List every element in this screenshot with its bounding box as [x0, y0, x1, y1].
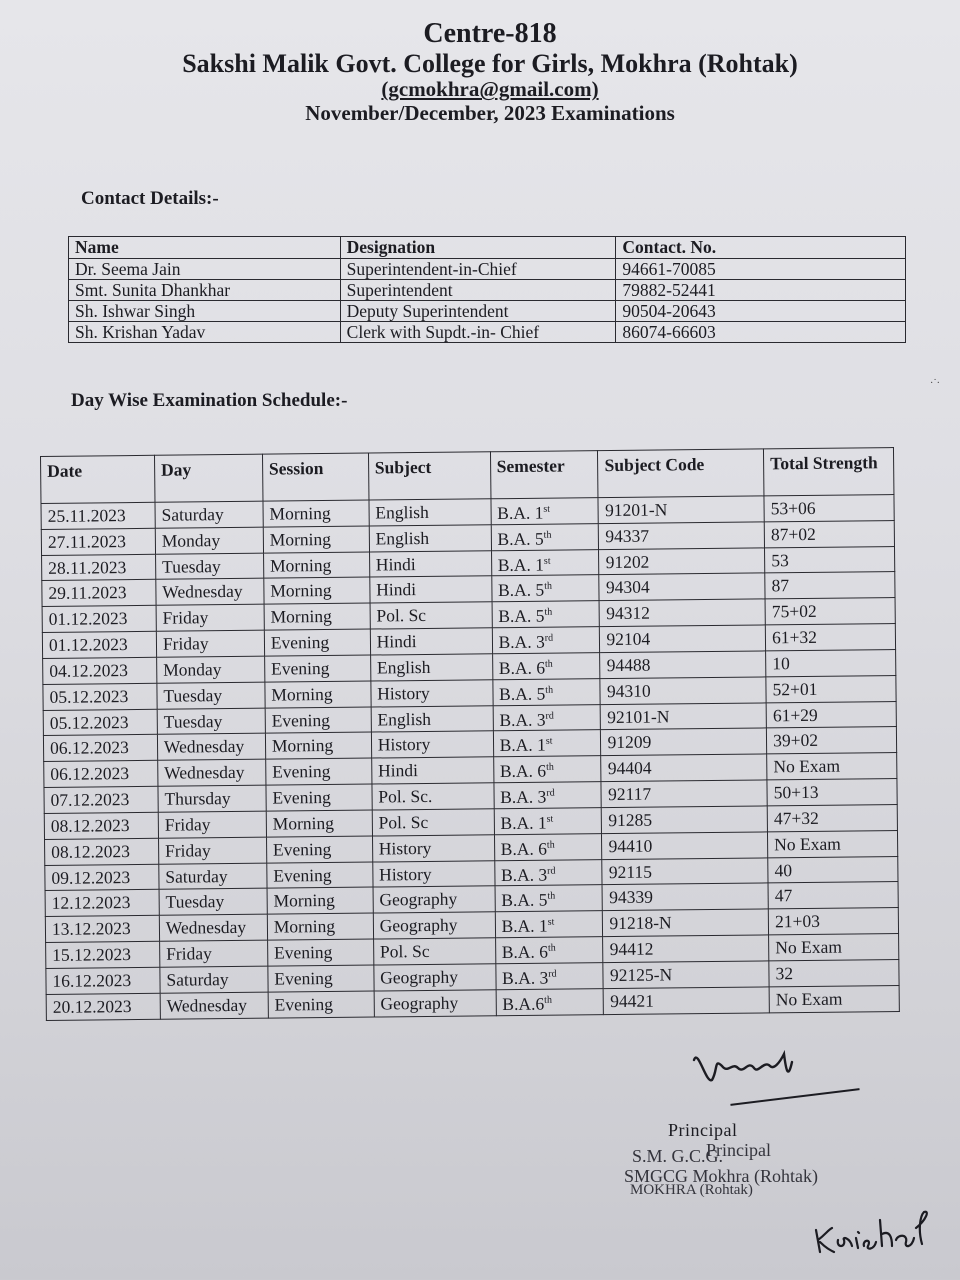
centre-title: Centre-818 — [423, 18, 557, 49]
exam-date: 06.12.2023 — [44, 761, 158, 788]
exam-total-strength: 52+01 — [766, 675, 896, 702]
exam-semester-number: B.A. 1 — [497, 502, 544, 524]
exam-subject: Hindi — [369, 550, 491, 577]
exam-date: 06.12.2023 — [43, 735, 157, 762]
exam-semester-number: B.A. 1 — [501, 915, 548, 937]
exam-semester-suffix: th — [544, 606, 553, 619]
exam-day: Friday — [158, 811, 266, 838]
contact-header-name: Name — [69, 237, 341, 259]
exam-date: 28.11.2023 — [42, 554, 156, 581]
contact-phone: 94661-70085 — [616, 259, 906, 280]
exam-semester-number: B.A.6 — [502, 993, 545, 1014]
contact-table — [68, 236, 906, 343]
exam-total-strength: 32 — [769, 959, 899, 986]
exam-session: Morning — [263, 526, 369, 553]
exam-total-strength: No Exam — [769, 934, 899, 961]
exam-session: Evening — [267, 939, 373, 966]
exam-semester — [494, 808, 602, 835]
exam-subject: Geography — [373, 886, 495, 913]
exam-date: 13.12.2023 — [45, 916, 159, 943]
exam-semester — [495, 963, 603, 990]
exam-session: Morning — [264, 578, 370, 605]
exam-subject: History — [372, 835, 494, 862]
exam-semester-suffix: st — [546, 813, 554, 825]
exam-total-strength: 10 — [766, 650, 896, 677]
contact-name: Sh. Ishwar Singh — [69, 301, 341, 322]
exam-total-strength: 53+06 — [764, 495, 894, 522]
exam-subject: Pol. Sc. — [372, 783, 494, 810]
exam-semester — [493, 756, 601, 783]
exam-semester-suffix: th — [547, 891, 556, 903]
document-header — [0, 18, 960, 126]
exam-day: Thursday — [158, 785, 266, 812]
exam-day: Monday — [155, 527, 263, 554]
contact-section-title: Contact Details:- — [81, 188, 219, 209]
exam-total-strength: 50+13 — [767, 779, 897, 806]
exam-subject-code: 94312 — [600, 599, 766, 627]
college-name: Sakshi Malik Govt. College for Girls, Mokhra (Rohtak) — [182, 49, 798, 79]
exam-total-strength: 47 — [768, 882, 898, 909]
exam-session: Evening — [268, 991, 374, 1018]
exam-semester-suffix: th — [544, 581, 553, 593]
exam-subject-code: 92101-N — [601, 703, 767, 731]
exam-total-strength: No Exam — [769, 985, 899, 1012]
exam-subject: English — [369, 499, 491, 526]
exam-subject-code: 91201-N — [598, 496, 764, 524]
exam-subject-code: 91218-N — [603, 909, 769, 937]
exam-total-strength: No Exam — [768, 830, 898, 857]
exam-subject-code: 94410 — [602, 832, 768, 860]
contact-name: Smt. Sunita Dhankhar — [69, 280, 341, 301]
exam-subject-code: 94339 — [603, 883, 769, 911]
exam-date: 09.12.2023 — [45, 864, 159, 891]
contact-row — [69, 280, 906, 301]
exam-day: Friday — [158, 837, 266, 864]
exam-semester-number: B.A. 5 — [498, 605, 545, 627]
exam-semester-number: B.A. 5 — [499, 683, 546, 704]
exam-semester-number: B.A. 6 — [499, 760, 547, 782]
exam-day: Wednesday — [159, 914, 267, 941]
schedule-header-subject-code: Subject Code — [598, 449, 764, 498]
exam-subject-code: 94337 — [599, 522, 765, 550]
exam-subject-code: 94488 — [600, 651, 766, 679]
exam-semester-number: B.A. 5 — [497, 528, 544, 549]
exam-semester — [495, 911, 603, 938]
exam-session: Evening — [266, 758, 372, 785]
exam-semester — [493, 730, 601, 757]
exam-session: Evening — [264, 629, 370, 656]
schedule-header-day: Day — [154, 454, 262, 502]
exam-subject: History — [371, 731, 493, 758]
exam-total-strength: 47+32 — [767, 804, 897, 831]
exam-date: 04.12.2023 — [43, 657, 157, 684]
exam-session: Morning — [263, 552, 369, 579]
exam-semester — [495, 937, 603, 964]
contact-row — [69, 301, 906, 322]
exam-date: 12.12.2023 — [45, 890, 159, 917]
exam-subject-code: 91285 — [602, 806, 768, 834]
principal-label: Principal — [668, 1120, 738, 1140]
exam-day: Tuesday — [157, 682, 265, 709]
exam-date: 07.12.2023 — [44, 786, 158, 813]
exam-semester — [491, 498, 599, 525]
exam-semester-suffix: rd — [548, 968, 557, 980]
signature-underline — [730, 1088, 859, 1106]
exam-day: Saturday — [155, 501, 263, 528]
exam-subject: History — [371, 680, 493, 707]
exam-semester — [492, 653, 600, 680]
exam-subject: History — [372, 860, 494, 887]
exam-subject: Pol. Sc — [372, 809, 494, 836]
contact-row — [69, 259, 906, 280]
contact-designation: Superintendent-in-Chief — [340, 259, 616, 280]
exam-semester-suffix: rd — [547, 865, 556, 877]
exam-subject: Geography — [374, 989, 496, 1016]
contact-designation: Superintendent — [340, 280, 616, 301]
exam-semester-number: B.A. 3 — [498, 631, 545, 653]
exam-subject-code: 92104 — [600, 625, 766, 653]
exam-total-strength: 87+02 — [764, 520, 894, 547]
stamp-line-2: Principal — [706, 1140, 771, 1160]
exam-semester-suffix: st — [543, 555, 551, 567]
contact-phone: 90504-20643 — [616, 301, 906, 322]
exam-semester-suffix: rd — [544, 632, 554, 644]
contact-designation: Clerk with Supdt.-in- Chief — [340, 322, 616, 343]
exam-semester-number: B.A. 6 — [501, 941, 549, 963]
exam-semester-suffix: rd — [545, 710, 554, 722]
contact-row — [69, 322, 906, 343]
exam-session: November/December, 2023 Examinations — [305, 100, 675, 125]
exam-date: 05.12.2023 — [43, 709, 157, 736]
contact-table-body — [69, 259, 906, 343]
exam-subject-code: 92115 — [602, 857, 768, 885]
exam-semester — [492, 627, 600, 654]
exam-subject: Geography — [374, 964, 496, 991]
exam-semester — [491, 549, 599, 576]
exam-subject: Pol. Sc — [370, 602, 492, 629]
principal-signature — [688, 1040, 808, 1090]
exam-semester-suffix: th — [543, 529, 552, 541]
exam-semester — [493, 704, 601, 731]
exam-session: Evening — [266, 784, 372, 811]
schedule-section-title: Day Wise Examination Schedule:- — [71, 390, 348, 411]
exam-subject-code: 92117 — [601, 780, 767, 808]
exam-session: Morning — [266, 810, 372, 837]
exam-session: Morning — [263, 500, 369, 527]
exam-day: Tuesday — [155, 553, 263, 580]
contact-header-phone: Contact. No. — [616, 237, 906, 259]
exam-semester-suffix: th — [544, 994, 552, 1006]
exam-subject: English — [369, 525, 491, 552]
schedule-table-body — [41, 495, 899, 1020]
exam-semester-suffix: th — [546, 839, 555, 851]
exam-date: 20.12.2023 — [46, 993, 160, 1020]
contact-name: Dr. Seema Jain — [69, 259, 341, 280]
exam-semester-number: B.A. 5 — [497, 580, 545, 601]
clerk-signature — [806, 1190, 936, 1260]
exam-session: Evening — [266, 836, 372, 863]
schedule-header-session: Session — [262, 453, 368, 501]
exam-semester-suffix: st — [545, 736, 553, 748]
schedule-header-date: Date — [41, 455, 155, 503]
exam-session: Evening — [268, 965, 374, 992]
exam-day: Wednesday — [158, 759, 266, 786]
exam-subject-code: 94310 — [600, 677, 766, 705]
exam-total-strength: 61+29 — [766, 701, 896, 728]
exam-day: Tuesday — [159, 889, 267, 916]
exam-semester — [491, 575, 599, 602]
exam-semester-suffix: rd — [546, 787, 555, 799]
exam-day: Wednesday — [160, 992, 268, 1019]
exam-subject: Geography — [373, 912, 495, 939]
exam-semester-number: B.A. 3 — [500, 786, 547, 808]
exam-session: Evening — [264, 655, 370, 682]
exam-day: Wednesday — [156, 579, 264, 606]
exam-semester — [496, 988, 604, 1015]
exam-total-strength: 39+02 — [767, 727, 897, 754]
exam-date: 08.12.2023 — [45, 838, 159, 865]
exam-date: 29.11.2023 — [42, 580, 156, 607]
exam-total-strength: 53 — [765, 546, 895, 573]
exam-semester-number: B.A. 1 — [499, 735, 546, 756]
exam-semester-suffix: th — [547, 942, 556, 954]
exam-date: 16.12.2023 — [46, 967, 160, 994]
exam-subject-code: 94304 — [599, 573, 765, 601]
exam-semester-number: B.A. 5 — [501, 889, 548, 911]
exam-semester-suffix: st — [547, 916, 555, 928]
exam-total-strength: 61+32 — [765, 624, 895, 651]
exam-subject-code: 94404 — [601, 754, 767, 782]
exam-date: 01.12.2023 — [42, 606, 156, 633]
exam-semester — [494, 859, 602, 886]
exam-day: Friday — [159, 940, 267, 967]
exam-semester — [492, 678, 600, 705]
schedule-table — [40, 447, 900, 1020]
exam-semester-suffix: th — [545, 684, 554, 696]
stamp-line-1: S.M. G.C.G. — [632, 1146, 724, 1166]
exam-day: Monday — [157, 656, 265, 683]
exam-total-strength: 87 — [765, 572, 895, 599]
exam-total-strength: No Exam — [767, 753, 897, 780]
exam-total-strength: 21+03 — [768, 908, 898, 935]
exam-day: Saturday — [160, 966, 268, 993]
exam-semester-number: B.A. 6 — [500, 838, 548, 859]
exam-subject: Hindi — [371, 757, 493, 784]
exam-session: Evening — [267, 862, 373, 889]
exam-session: Morning — [267, 887, 373, 914]
exam-subject: Pol. Sc — [373, 938, 495, 965]
exam-date: 25.11.2023 — [41, 502, 155, 529]
contact-phone: 86074-66603 — [616, 322, 906, 343]
exam-date: 01.12.2023 — [42, 631, 156, 658]
exam-semester-number: B.A. 1 — [500, 812, 547, 833]
exam-day: Tuesday — [157, 708, 265, 735]
schedule-header-semester: Semester — [490, 451, 598, 499]
contact-name: Sh. Krishan Yadav — [69, 322, 341, 343]
exam-semester-number: B.A. 6 — [498, 657, 546, 679]
stamp-line-4: MOKHRA (Rohtak) — [630, 1182, 753, 1198]
exam-subject-code: 91202 — [599, 548, 765, 576]
exam-semester — [492, 601, 600, 628]
exam-session: Morning — [264, 603, 370, 630]
exam-session: Morning — [265, 681, 371, 708]
exam-semester-number: B.A. 3 — [501, 967, 549, 988]
exam-subject: Hindi — [370, 576, 492, 603]
exam-subject-code: 94412 — [603, 935, 769, 963]
stamp-line-3: SMGCG Mokhra (Rohtak) — [624, 1166, 818, 1186]
exam-day: Friday — [156, 604, 264, 631]
exam-session: Evening — [265, 707, 371, 734]
exam-semester — [494, 833, 602, 860]
exam-semester — [495, 885, 603, 912]
exam-session: Morning — [265, 733, 371, 760]
exam-subject: English — [370, 654, 492, 681]
schedule-header-subject: Subject — [368, 452, 490, 500]
exam-subject-code: 92125-N — [603, 961, 769, 989]
exam-day: Friday — [156, 630, 264, 657]
stray-marks: ·˙· — [930, 378, 940, 389]
contact-header-designation: Designation — [340, 237, 616, 259]
college-email: (gcmokhra@gmail.com) — [381, 77, 599, 102]
exam-semester-suffix: th — [546, 761, 554, 773]
exam-date: 27.11.2023 — [41, 528, 155, 555]
exam-date: 15.12.2023 — [46, 941, 160, 968]
exam-subject: English — [371, 705, 493, 732]
exam-semester-number: B.A. 3 — [499, 709, 546, 730]
exam-semester-suffix: th — [544, 658, 553, 670]
contact-header-row — [69, 237, 906, 259]
contact-designation: Deputy Superintendent — [340, 301, 616, 322]
exam-semester-number: B.A. 1 — [497, 554, 545, 575]
exam-date: 08.12.2023 — [44, 812, 158, 839]
exam-semester-suffix: st — [543, 503, 551, 515]
exam-semester-number: B.A. 3 — [500, 864, 548, 885]
schedule-header-total-strength: Total Strength — [764, 448, 894, 496]
exam-subject-code: 94421 — [604, 987, 770, 1015]
exam-total-strength: 40 — [768, 856, 898, 883]
exam-total-strength: 75+02 — [765, 598, 895, 625]
exam-date: 05.12.2023 — [43, 683, 157, 710]
exam-subject-code: 91209 — [601, 728, 767, 756]
exam-day: Saturday — [159, 863, 267, 890]
exam-semester — [494, 782, 602, 809]
exam-day: Wednesday — [157, 734, 265, 761]
exam-subject: Hindi — [370, 628, 492, 655]
contact-phone: 79882-52441 — [616, 280, 906, 301]
exam-semester — [491, 523, 599, 550]
exam-session: Morning — [267, 913, 373, 940]
